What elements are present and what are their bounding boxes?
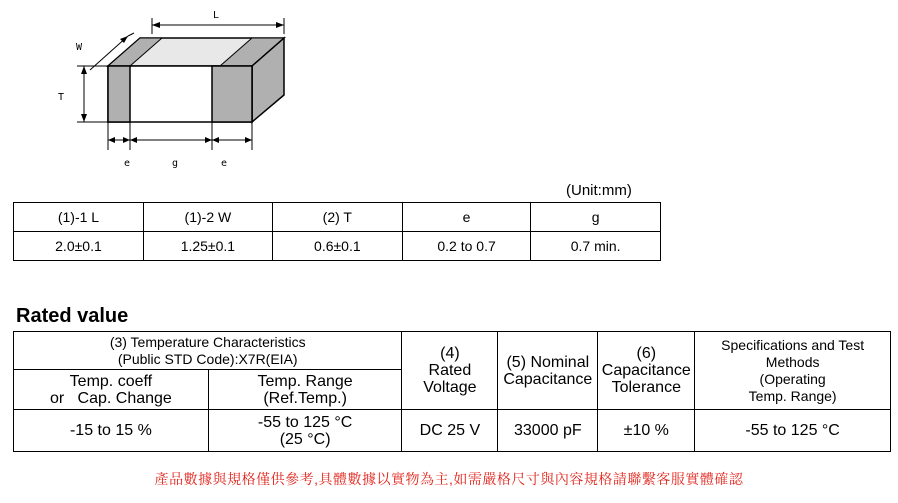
- dimension-value-row: [14, 232, 661, 261]
- rated-value-table: [13, 331, 891, 452]
- tolerance-value: ±10 %: [598, 410, 695, 452]
- rated-voltage-line2: Rated: [428, 362, 472, 379]
- dim-e-arrow-3: [212, 137, 219, 143]
- dim-e-left-label: e: [124, 158, 131, 169]
- temp-range-value-line2: (25 °C): [279, 430, 331, 448]
- spec-value: -55 to 125 °C: [695, 410, 891, 452]
- tolerance-line3: Tolerance: [611, 379, 681, 396]
- tolerance-line1: (6): [636, 345, 657, 362]
- dimension-header-g: g: [531, 203, 661, 232]
- dim-g-label: g: [172, 158, 179, 169]
- dim-W-label: W: [76, 42, 83, 53]
- dim-T-arrow-top: [81, 66, 87, 74]
- temp-range-value-line1: -55 to 125 °C: [257, 413, 353, 431]
- dimension-header-e: e: [402, 203, 531, 232]
- chip-dimension-diagram: [40, 0, 340, 175]
- dimension-header-row: [14, 203, 661, 232]
- dim-L-arrow-left: [152, 22, 160, 28]
- disclaimer-footer: 產品數據與規格僅供參考,具體數據以實物為主,如需嚴格尺寸與內容規格請聯繫客服實體確認: [154, 471, 744, 487]
- spec-line4: Temp. Range): [748, 387, 837, 404]
- temp-coeff-line1: Temp. coeff: [69, 372, 153, 390]
- nominal-capacitance-value: 33000 pF: [498, 410, 598, 452]
- temp-range-line2: (Ref.Temp.): [263, 389, 347, 407]
- dim-e-arrow-1: [108, 137, 115, 143]
- dim-L-label: L: [212, 10, 220, 21]
- rated-header-row-1: [14, 332, 891, 370]
- rated-voltage-line1: (4): [440, 345, 460, 362]
- capacitance-tolerance-header: [598, 332, 695, 410]
- rated-voltage-line3: Voltage: [423, 379, 477, 396]
- dimension-value-T: 0.6±0.1: [272, 232, 402, 261]
- dim-e-arrow-2: [123, 137, 130, 143]
- left-terminal-front: [108, 66, 130, 122]
- nominal-capacitance-header: [498, 332, 598, 410]
- tolerance-line2: Capacitance: [601, 362, 691, 379]
- dim-T-arrow-bottom: [81, 114, 87, 122]
- dimension-value-L: 2.0±0.1: [14, 232, 144, 261]
- right-terminal-front: [212, 66, 252, 122]
- dimension-value-W: 1.25±0.1: [143, 232, 272, 261]
- dimension-header-W: (1)-2 W: [143, 203, 272, 232]
- temp-coeff-line2: or Cap. Change: [49, 389, 172, 407]
- spec-line2: Methods: [765, 353, 820, 370]
- temp-coeff-header: [14, 370, 209, 410]
- rated-value-row: [14, 410, 891, 452]
- nominal-line2: Capacitance: [503, 370, 593, 388]
- dim-g-arrow-1: [130, 137, 137, 143]
- temp-char-line2: (Public STD Code):X7R(EIA): [117, 350, 298, 367]
- unit-label: (Unit:mm): [566, 182, 632, 199]
- temp-range-header: [208, 370, 402, 410]
- dimension-value-e: 0.2 to 0.7: [402, 232, 531, 261]
- temp-characteristics-header: [14, 332, 402, 370]
- spec-line1: Specifications and Test: [721, 336, 865, 353]
- dimension-value-g: 0.7 min.: [531, 232, 661, 261]
- dim-e-right-label: e: [221, 158, 228, 169]
- spec-test-methods-header: [695, 332, 891, 410]
- nominal-line1: (5) Nominal: [506, 353, 590, 371]
- dim-T-label: T: [58, 92, 65, 103]
- dim-L-arrow-right: [276, 22, 284, 28]
- spec-line3: (Operating: [759, 370, 826, 387]
- rated-voltage-value: DC 25 V: [402, 410, 498, 452]
- dimension-table: [13, 202, 661, 261]
- temp-range-line1: Temp. Range: [257, 372, 353, 390]
- dim-g-arrow-2: [205, 137, 212, 143]
- rated-voltage-header: [402, 332, 498, 410]
- temp-coeff-value: -15 to 15 %: [14, 410, 209, 452]
- dim-W-ext: [128, 33, 134, 36]
- temp-char-line1: (3) Temperature Characteristics: [109, 333, 306, 350]
- temp-range-value: [208, 410, 402, 452]
- dimension-header-L: (1)-1 L: [14, 203, 144, 232]
- dimension-header-T: (2) T: [272, 203, 402, 232]
- dim-e-arrow-4: [245, 137, 252, 143]
- rated-value-title: Rated value: [16, 305, 129, 327]
